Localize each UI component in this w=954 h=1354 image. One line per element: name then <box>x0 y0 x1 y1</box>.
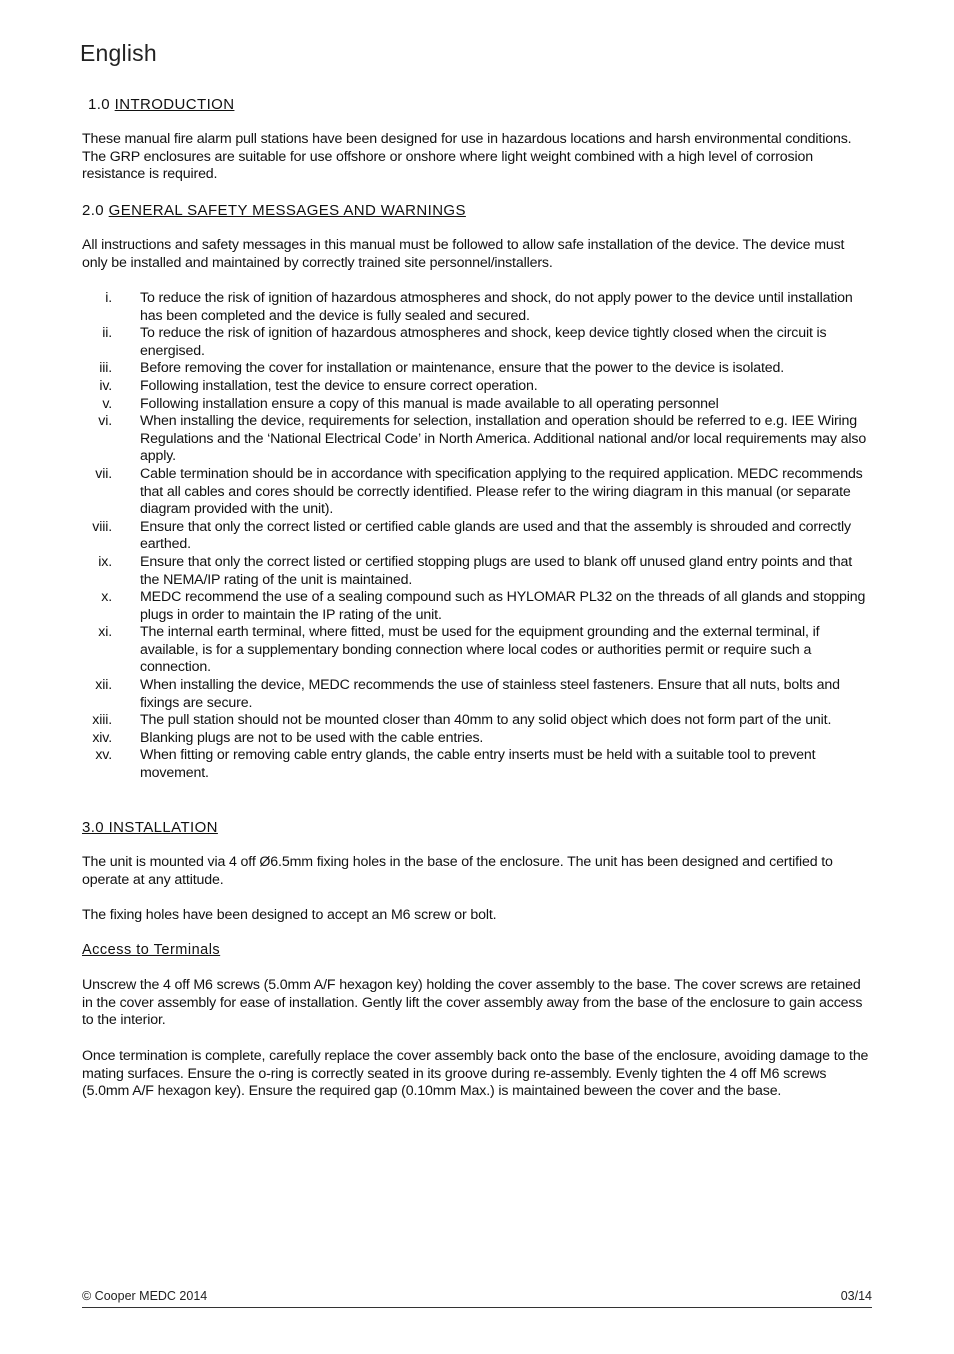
list-item-text: Following installation ensure a copy of this manual is made available to all operating personnel <box>140 395 719 412</box>
footer <box>82 1289 872 1303</box>
list-item <box>82 712 872 730</box>
list-item <box>82 290 872 325</box>
list-item-number: i. <box>105 290 112 306</box>
list-item-number: iv. <box>99 377 112 394</box>
warnings-list <box>82 290 872 783</box>
section-2-heading <box>82 202 466 219</box>
list-item-number: xv. <box>95 747 112 764</box>
list-item-text: Before removing the cover for installation or maintenance, ensure that the power to the device is isolated. <box>140 360 785 377</box>
footer-rule <box>82 1307 872 1308</box>
section-3-heading: 3.0 INSTALLATION <box>82 819 218 836</box>
list-item-number: xiv. <box>92 729 112 746</box>
footer-date: 03/14 <box>840 1289 872 1303</box>
list-item-text: Cable termination should be in accordance with specification applying to the required application. MEDC recommends that all cables and cores should be correctly identified. Please refer to the wiring diagram in this manual (or separate diagram provided with the unit). <box>140 465 863 518</box>
list-item <box>82 413 872 466</box>
list-item-text: When installing the device, MEDC recommends the use of stainless steel fasteners. Ensure that all nuts, bolts and fixings are secure. <box>140 677 840 711</box>
section-3-paragraph-2: The fixing holes have been designed to accept an M6 screw or bolt. <box>82 907 497 923</box>
list-item-number: vii. <box>95 465 112 482</box>
section-1-heading <box>88 96 234 113</box>
list-item-number: xiii. <box>92 712 112 729</box>
list-item <box>82 325 872 360</box>
list-item-number: xii. <box>95 677 112 694</box>
section-1-body: These manual fire alarm pull stations have been designed for use in hazardous locations and harsh environmental conditions. The GRP enclosures are suitable for use offshore or onshore where light weight combined with a high level of corrosion resistance is required. <box>82 131 852 183</box>
list-item-number: ix. <box>98 553 112 570</box>
footer-copyright: © Cooper MEDC 2014 <box>82 1289 208 1303</box>
list-item <box>82 519 872 554</box>
list-item <box>82 396 872 414</box>
section-1-title: INTRODUCTION <box>114 96 235 113</box>
list-item-text: Ensure that only the correct listed or certified stopping plugs are used to blank off unused gland entry points and that the NEMA/IP rating of the unit is maintained. <box>140 553 853 588</box>
list-item-text: The pull station should not be mounted closer than 40mm to any solid object which does not form part of the unit. <box>140 712 832 729</box>
section-2-body: All instructions and safety messages in this manual must be followed to allow safe installation of the device. The device must only be installed and maintained by correctly trained site personnel/installers. <box>82 237 845 271</box>
section-2-number: 2.0 <box>82 202 105 219</box>
list-item-text: To reduce the risk of ignition of hazardous atmospheres and shock, keep device tightly closed when the circuit is energised. <box>140 325 827 359</box>
list-item-text: When fitting or removing cable entry glands, the cable entry inserts must be held with a suitable tool to prevent movement. <box>140 747 816 782</box>
list-item <box>82 378 872 396</box>
list-item-number: ii. <box>102 325 112 342</box>
list-item-text: The internal earth terminal, where fitted, must be used for the equipment grounding and the external terminal, if available, is for a supplementary bonding connection where local codes or authorities permit or require such a connection. <box>140 624 820 676</box>
list-item-text: Following installation, test the device to ensure correct operation. <box>140 377 538 394</box>
list-item-number: x. <box>101 589 112 606</box>
list-item <box>82 730 872 748</box>
section-2-title: GENERAL SAFETY MESSAGES AND WARNINGS <box>108 202 466 219</box>
language-label: English <box>80 40 157 66</box>
list-item-number: viii. <box>92 518 112 535</box>
section-1-number: 1.0 <box>88 96 111 113</box>
list-item-number: v. <box>102 395 112 412</box>
list-item-number: vi. <box>98 413 112 430</box>
list-item <box>82 624 872 677</box>
section-3-paragraph-4: Once termination is complete, carefully replace the cover assembly back onto the base of the enclosure, avoiding damage to the mating surfaces. Ensure the o-ring is correctly seated in its groove during re-assembly. Evenly tighten the 4 off M6 screws (5.0mm A/F hexagon key). Ensure the required gap (0.10mm Max.) is maintained beween the cover and the base. <box>82 1048 869 1100</box>
list-item <box>82 589 872 624</box>
list-item-text: Blanking plugs are not to be used with the cable entries. <box>140 729 484 746</box>
list-item <box>82 360 872 378</box>
section-3-paragraph-3: Unscrew the 4 off M6 screws (5.0mm A/F hexagon key) holding the cover assembly to the base. The cover screws are retained in the cover assembly for ease of installation. Gently lift the cover assembly away from the base of the enclosure to gain access to the interior. <box>82 977 863 1029</box>
list-item <box>82 747 872 782</box>
list-item-text: When installing the device, requirements for selection, installation and operation should be referred to e.g. IEE Wiring Regulations and the ‘National Electrical Code’ in North America. Additional national and/or local requirements may also apply. <box>140 413 867 465</box>
list-item <box>82 554 872 589</box>
list-item <box>82 466 872 519</box>
list-item <box>82 677 872 712</box>
list-item-text: Ensure that only the correct listed or certified cable glands are used and that the assembly is shrouded and correctly earthed. <box>140 518 851 553</box>
list-item-text: To reduce the risk of ignition of hazardous atmospheres and shock, do not apply power to the device until installation has been completed and the device is fully sealed and secured. <box>140 290 853 324</box>
access-terminals-heading: Access to Terminals <box>82 942 221 958</box>
section-3-paragraph-1: The unit is mounted via 4 off Ø6.5mm fixing holes in the base of the enclosure. The unit has been designed and certified to operate at any attitude. <box>82 854 833 888</box>
list-item-number: xi. <box>98 624 112 641</box>
list-item-number: iii. <box>99 360 112 377</box>
list-item-text: MEDC recommend the use of a sealing compound such as HYLOMAR PL32 on the threads of all glands and stopping plugs in order to maintain the IP rating of the unit. <box>140 589 866 623</box>
